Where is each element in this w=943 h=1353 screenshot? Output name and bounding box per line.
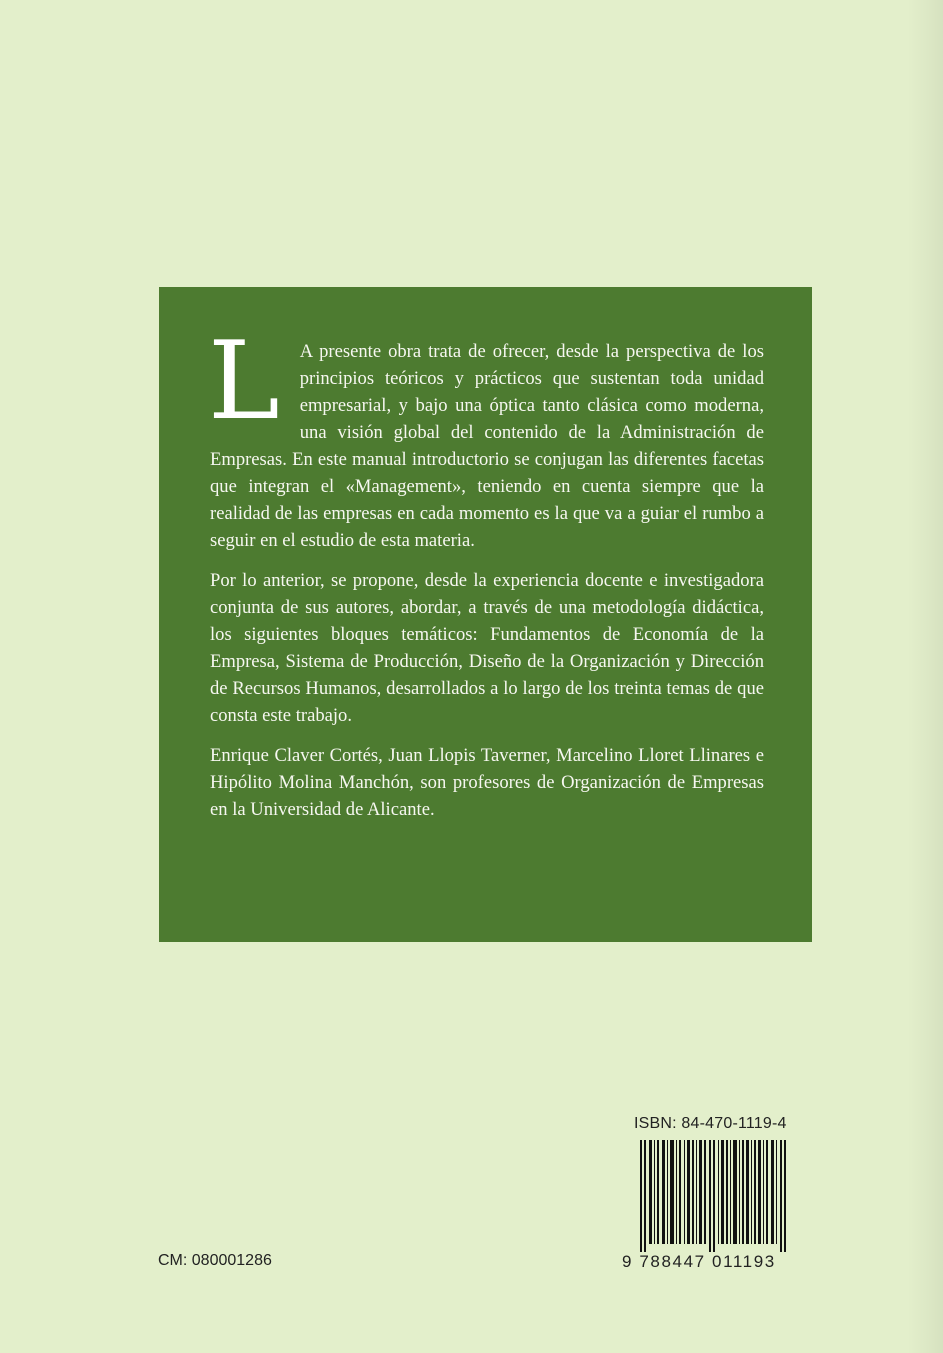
cover-edge-shadow — [907, 0, 943, 1353]
synopsis-paragraph-1-text: A presente obra trata de ofrecer, desde la perspectiva de los principios teóricos y prácticos que sustentan toda unidad empresarial, y bajo una óptica tanto clásica como moderna, una visión global del contenido de la Administración de Empresas. En este manual introductorio se conjugan las diferentes facetas que integran el «Management», teniendo en cuenta siempre que la realidad de las empresas en cada momento es la que va a guiar el rumbo a seguir en el estudio de esta materia. — [210, 341, 764, 551]
isbn-label: ISBN: 84-470-1119-4 — [634, 1115, 787, 1132]
synopsis-paragraph-1 — [208, 319, 764, 554]
cm-code-label: CM: 080001286 — [158, 1252, 272, 1269]
authors-paragraph — [210, 742, 764, 823]
synopsis-panel — [159, 287, 812, 942]
synopsis-paragraph-2-text: Por lo anterior, se propone, desde la experiencia docente e investigadora conjunta de sus autores, abordar, a través de una metodología didáctica, los siguientes bloques temáticos: Fundamentos de Economía de la Empresa, Sistema de Producción, Diseño de la Organización y Dirección de Recursos Humanos, desarrollados a lo largo de los treinta temas de que consta este trabajo. — [210, 570, 764, 726]
barcode-icon — [640, 1140, 786, 1252]
barcode-number: 9 788447 011193 — [622, 1252, 776, 1271]
synopsis-paragraph-2 — [210, 567, 764, 729]
drop-cap-letter: L — [208, 319, 280, 444]
authors-paragraph-text: Enrique Claver Cortés, Juan Llopis Taverner, Marcelino Lloret Llinares e Hipólito Molina Manchón, son profesores de Organización de Empresas en la Universidad de Alicante. — [210, 745, 764, 820]
